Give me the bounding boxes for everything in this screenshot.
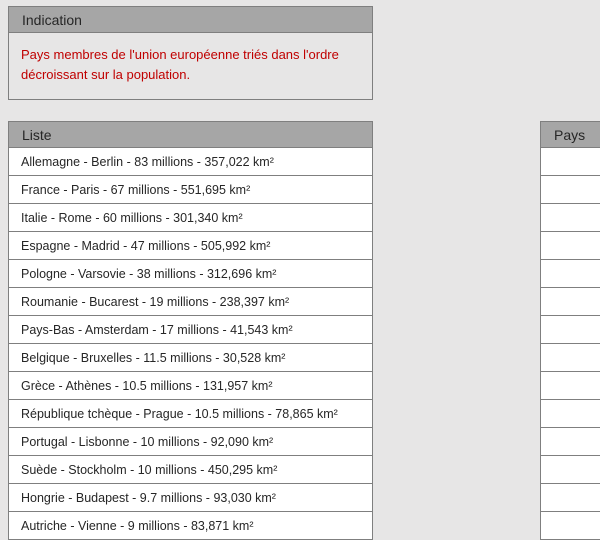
pays-cell[interactable] — [540, 484, 600, 512]
pays-table — [540, 121, 600, 540]
liste-row[interactable]: Portugal - Lisbonne - 10 millions - 92,090 km² — [8, 428, 373, 456]
liste-row[interactable]: Autriche - Vienne - 9 millions - 83,871 km² — [8, 512, 373, 540]
pays-cell[interactable] — [540, 372, 600, 400]
liste-row[interactable]: Pays-Bas - Amsterdam - 17 millions - 41,543 km² — [8, 316, 373, 344]
pays-cell[interactable] — [540, 204, 600, 232]
pays-cell[interactable] — [540, 148, 600, 176]
liste-table — [8, 121, 373, 540]
indication-title: Indication — [22, 11, 82, 28]
liste-row[interactable]: Italie - Rome - 60 millions - 301,340 km² — [8, 204, 373, 232]
liste-title: Liste — [22, 126, 52, 143]
pays-header — [540, 121, 600, 148]
liste-row[interactable]: Roumanie - Bucarest - 19 millions - 238,397 km² — [8, 288, 373, 316]
indication-panel — [8, 6, 373, 100]
pays-cell[interactable] — [540, 288, 600, 316]
liste-row[interactable]: Pologne - Varsovie - 38 millions - 312,696 km² — [8, 260, 373, 288]
pays-cell[interactable] — [540, 176, 600, 204]
pays-title: Pays — [554, 126, 586, 143]
liste-header — [8, 121, 373, 148]
pays-cell[interactable] — [540, 344, 600, 372]
pays-cell[interactable] — [540, 232, 600, 260]
pays-cell[interactable] — [540, 456, 600, 484]
liste-row[interactable]: Allemagne - Berlin - 83 millions - 357,022 km² — [8, 148, 373, 176]
pays-cell[interactable] — [540, 512, 600, 540]
indication-text: Pays membres de l'union européenne triés dans l'ordre décroissant sur la population. — [8, 33, 373, 100]
indication-header — [8, 6, 373, 33]
pays-cell[interactable] — [540, 316, 600, 344]
liste-row[interactable]: Espagne - Madrid - 47 millions - 505,992 km² — [8, 232, 373, 260]
liste-row[interactable]: Hongrie - Budapest - 9.7 millions - 93,030 km² — [8, 484, 373, 512]
pays-cell[interactable] — [540, 260, 600, 288]
liste-row[interactable]: Suède - Stockholm - 10 millions - 450,295 km² — [8, 456, 373, 484]
liste-row[interactable]: République tchèque - Prague - 10.5 millions - 78,865 km² — [8, 400, 373, 428]
pays-cell[interactable] — [540, 400, 600, 428]
liste-row[interactable]: Belgique - Bruxelles - 11.5 millions - 30,528 km² — [8, 344, 373, 372]
liste-row[interactable]: France - Paris - 67 millions - 551,695 km² — [8, 176, 373, 204]
liste-row[interactable]: Grèce - Athènes - 10.5 millions - 131,957 km² — [8, 372, 373, 400]
pays-cell[interactable] — [540, 428, 600, 456]
